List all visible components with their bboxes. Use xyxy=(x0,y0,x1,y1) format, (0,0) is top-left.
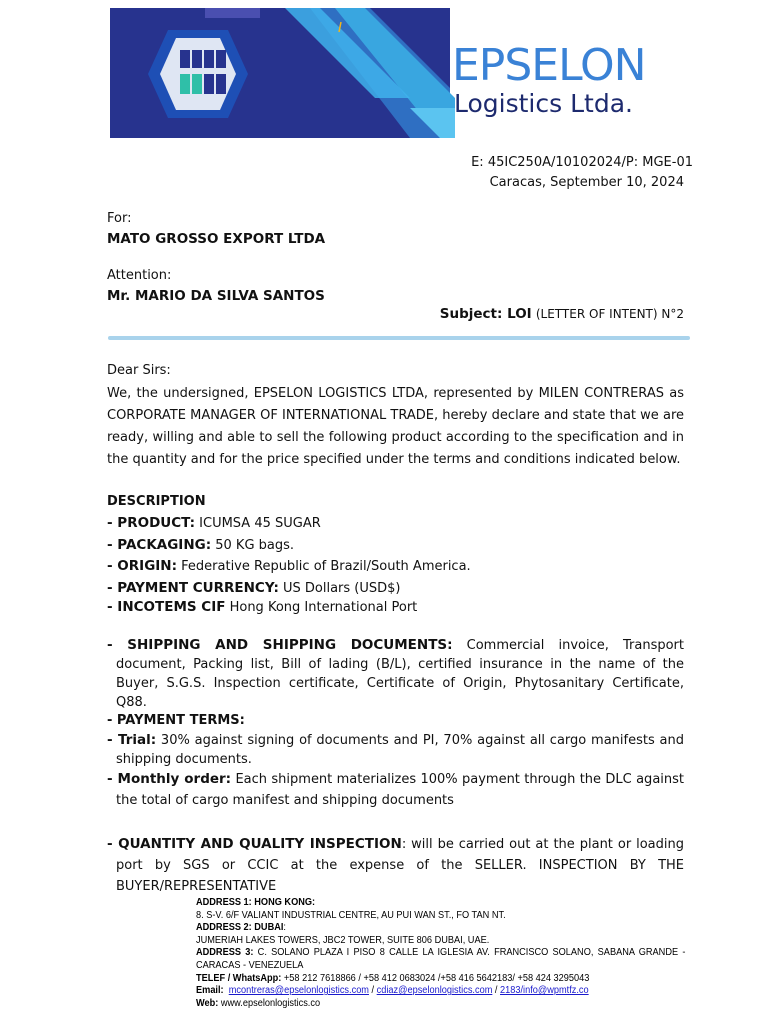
inspection-clause xyxy=(107,834,684,897)
item-label: - INCOTEMS CIF xyxy=(107,599,226,615)
letterhead xyxy=(110,8,670,138)
item-label: - PAYMENT CURRENCY: xyxy=(107,580,279,596)
monthly-label: - Monthly order: xyxy=(107,771,232,787)
email-link[interactable]: cdiaz@epselonlogistics.com xyxy=(376,985,493,997)
attention-label: Attention: xyxy=(107,268,172,283)
place-date: Caracas, September 10, 2024 xyxy=(489,175,684,190)
for-label: For: xyxy=(107,211,132,226)
email-link[interactable]: mcontreras@epselonlogistics.com xyxy=(228,985,369,997)
shipping-value: Commercial invoice, Transport document, Packing list, Bill of lading (B/L), certified insurance in the name of the Buyer, S.G.S. Inspection certificate, Certificate of Origin, Phytosanitary Certificate, Q88. xyxy=(116,638,684,710)
item-value: US Dollars (USD$) xyxy=(282,581,401,596)
subject-detail: (LETTER OF INTENT) N°2 xyxy=(535,307,684,321)
description-item xyxy=(107,514,321,533)
salutation: Dear Sirs: xyxy=(107,363,171,378)
web-address: www.epselonlogistics.co xyxy=(220,997,321,1009)
item-label: - ORIGIN: xyxy=(107,558,177,574)
payment-heading: - PAYMENT TERMS: xyxy=(107,713,245,728)
address1: 8. S-V. 6/F VALIANT INDUSTRIAL CENTRE, AU PUI WAN ST., FO TAN NT. xyxy=(196,909,506,921)
address3-label: ADDRESS 3: xyxy=(196,947,254,959)
address3: C. SOLANO PLAZA I PISO 8 CALLE LA IGLESIA AV. FRANCISCO SOLANO, SABANA GRANDE - CARACAS - VENEZUELA xyxy=(196,947,686,971)
description-item xyxy=(107,598,417,617)
phone-numbers: +58 212 7618866 / +58 412 0683024 /+58 416 5642183/ +58 424 3295043 xyxy=(281,972,590,984)
item-value: Federative Republic of Brazil/South America. xyxy=(181,559,471,574)
inspection-label: - QUANTITY AND QUALITY INSPECTION xyxy=(107,836,402,852)
reference-number: E: 45IC250A/10102024/P: MGE-01 xyxy=(471,155,693,170)
address2-label: ADDRESS 2: DUBAI xyxy=(196,922,284,934)
payment-trial xyxy=(107,731,684,769)
address2: JUMERIAH LAKES TOWERS, JBC2 TOWER, SUITE 806 DUBAI, UAE. xyxy=(196,934,490,946)
email-link[interactable]: 2183/info@wpmtfz.co xyxy=(500,985,589,997)
description-item xyxy=(107,579,400,598)
address1-label: ADDRESS 1: HONG KONG: xyxy=(196,897,316,908)
monthly-value: Each shipment materializes 100% payment through the DLC against the total of cargo manifest and shipping documents xyxy=(116,772,685,808)
shipping-label: - SHIPPING AND SHIPPING DOCUMENTS: xyxy=(107,637,453,653)
trial-label: - Trial: xyxy=(107,732,157,748)
item-value: ICUMSA 45 SUGAR xyxy=(199,516,321,531)
phone-label: TELEF / WhatsApp: xyxy=(196,972,282,984)
email-label: Email: xyxy=(196,985,224,997)
web-label: Web: xyxy=(196,997,219,1009)
intro-paragraph: We, the undersigned, EPSELON LOGISTICS LTDA, represented by MILEN CONTRERAS as CORPORATE MANAGER OF INTERNATIONAL TRADE, hereby declare and state that we are ready, willing and able to sell the following product according to the specification and in the quantity and for the price specified under the terms and conditions indicated below. xyxy=(107,386,684,467)
subject-label: Subject: LOI xyxy=(439,306,532,322)
inspection-value: : will be carried out at the plant or loading port by SGS or CCIC at the expense of the SELLER. INSPECTION BY THE BUYER/REPRESENTATIVE xyxy=(116,837,685,894)
brand-tagline: Logistics Ltda. xyxy=(454,89,633,118)
payment-monthly xyxy=(107,769,684,811)
recipient-person: Mr. MARIO DA SILVA SANTOS xyxy=(107,288,325,304)
subject-line xyxy=(440,306,684,322)
item-value: 50 KG bags. xyxy=(215,538,295,553)
divider xyxy=(108,336,690,340)
recipient-company: MATO GROSSO EXPORT LTDA xyxy=(107,231,326,247)
footer-contact: ADDRESS 1: HONG KONG: 8. S-V. 6/F VALIANT INDUSTRIAL CENTRE, AU PUI WAN ST., FO TAN NT. ADDRESS 2: DUBAI: JUMERIAH LAKES TOWERS, JBC2 TOWER, SUITE 806 DUBAI, UAE. ADDRESS 3: C. SOLANO PLAZA I PISO 8 CALLE LA IGLESIA AV. FRANCISCO SOLANO, SABANA GRANDE - CARACAS - VENEZUELA TELEF / WhatsApp: +58 212 7618866 / +58 412 0683024 /+58 416 5642183/ +58 424 3295043 Email: mcontreras@epselonlogistics.com / cdiaz@epselonlogistics.com / 2183/info@wpmtfz.co Web: www.epselonlogistics.co xyxy=(196,897,686,1009)
item-value: Hong Kong International Port xyxy=(229,600,418,615)
item-label: - PACKAGING: xyxy=(107,537,212,553)
description-heading: DESCRIPTION xyxy=(107,494,206,509)
trial-value: 30% against signing of documents and PI, 70% against all cargo manifests and shipping documents. xyxy=(116,733,684,767)
brand-name: EPSELON xyxy=(452,40,646,91)
description-item xyxy=(107,557,471,576)
item-label: - PRODUCT: xyxy=(107,515,196,531)
shipping-documents xyxy=(107,636,684,712)
description-item xyxy=(107,536,294,555)
